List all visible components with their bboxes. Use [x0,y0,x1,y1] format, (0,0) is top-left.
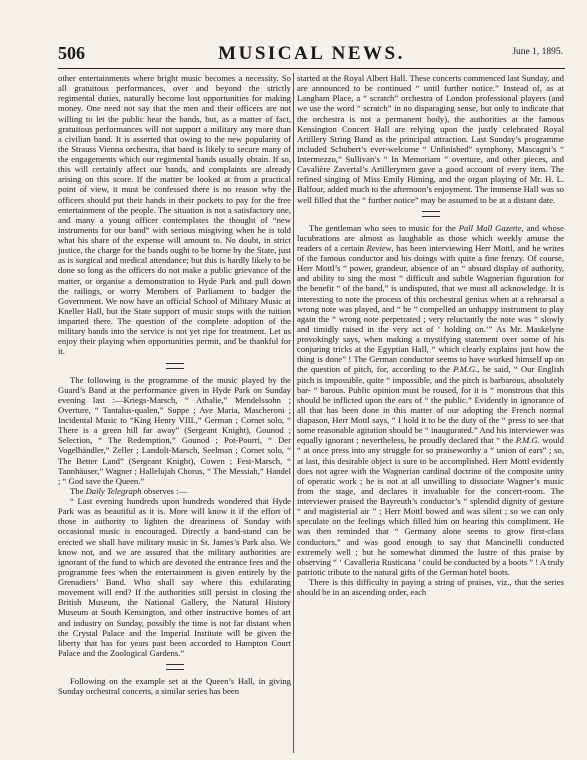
article-paragraph: The following is the programme of the music played by the Guard’s Band at the performance given in Hyde Park on Sunday evening last :—Kriegs-Marsch, “ Athalie,” Mendelssohn ; Overture, “ Tantalus-qualen,” Suppe ; Ave Maria, Mascheroni ; Incidental Music to “King Henry VIII.,” German ; Cornet solo, “ There is a green hill far away” (Sergeant Knight), Gounod ; Selection, “ The Redemption,” Gounod ; Pot-Pourri, “ Der Vogelhändler,” Zeller ; Landolt-Marsch, Seelman ; Cornet solo, “ The Better Land” (Sergeant Knight), Cowen ; Fest-Marsch, “ Tannhäuser,” Wagner ; Hallelujah Chorus, “ The Messiah,” Handel ; “ God save the Queen.” [58,374,291,486]
article-paragraph: The Daily Telegraph observes :— [70,485,188,496]
article-paragraph: The gentleman who sees to music for the Pall Mall Gazette, and whose lucubrations are almost as laughable as those which weekly amuse the readers of a certain Review, has been interviewing Herr Mottl, and he writes of the famous conductor and his doings with quite a fine frenzy. Of course, Herr Mottl’s “ power, grandeur, absence of an “ absurd display of authority, and ability to sing the most “ difficult and subtle Wagnerian figuration for the benefit “ of the band,” is undisputed, that we must all acknowledge. It is interesting to note the process of this orchestral genius when at a rehearsal a wrong note was played, and “ he “ compelled an unhappy instrument to play again the “ wrong note perpetrated ; very reluctantly the note was “ slowly and timidly raised in the very act of ‘ holding on.’” As Mr. Maskelyne provokingly says, when making a mystifying statement over some of his conjuring tricks at the Egyptian Hall, “ which clearly explains just how the thing is done” ! The German conductor seems to have worked himself up on the question of pitch, for, according to the P.M.G., he said, “ Our English pitch is impossible, quite “ impossible, and the pitch is barbarous, absolutely bar- “ barous. Public opinion must be roused, for it is “ monstrous that this should be inflicted upon the ears of “ the public.” Evidently in ignorance of all that has been done in this matter of our adopting the French normal diapason, Herr Mottl says, “ I hold it to be the duty of the “ press to see that some reasonable agitation should be “ inaugurated.” And his interviewer was equally ignorant ; nevertheless, he proudly declared that “ the P.M.G. would “ at once press into any struggle for so praiseworthy a “ union of ears” ; so, at last, this desirable object is sure to be accomplished. Herr Mottl evidently does not agree with the Wagnerian cardinal doctrine of the composite unity of operatic work ; he is not at all unwilling to dissociate Wagner’s music from the stage, and declares it invaluable for the concert-room. The interviewer praised the Bayreuth’s conductor’s “ splendid dignity of gesture “ and magisterial air ” ; Herr Mottl bowed and was silent ; so we can only speculate on the feelings which filled him on hearing this compliment. He was then reminded that “ Germany alone seems to grow first-class conductors,” and was good enough to say that Mancinelli conducted extremely well ; but he somewhat dimmed the lustre of this praise by observing “ ‘ Cavalleria Rusticana ’ could be conducted by a boots ” ! A truly patriotic tribute to the natural gifts of the German hotel boots. [297,222,565,577]
newspaper-title: Pall Mall Gazette [458,222,522,233]
article-paragraph: Following on the example set at the Queen’s Hall, in giving Sunday orchestral concerts, a similar series has been [58,676,291,697]
article-paragraph: other entertainments where bright music becomes a necessity. So all gratuitous performances, over and beyond the strictly regimental duties, naturally become lost opportunities for making money. One need not say that the men and their officers are not willing to let the public hear the bands, but, as a matter of fact, gratuitous performances will not support a military any more than a civilian band. It is asserted that owing to the new popularity of the Strauss Vienna orchestra, that band is likely to secure many of the engagements which our regimental bands usually obtain. If so, this will certainly affect our bands, and complaints are already arising on this score. If the matter be looked at from a practical point of view, it must be confessed there is no reason why the officers should put their hands in their pockets to pay for the free entertainment of the people. The situation is not a satisfactory one, and many a young officer contemplates the thought of “new instruments for our band” with serious misgiving when he is told what his share of the expense will amount to. No doubt, in strict justice, the charge for the bands ought to be borne by the State, just as is surgical and medical attendance; but this is hardly likely to be done so long as the officers do not make a public grievance of the matter, or organise a demonstration to Hyde Park and pull down the railings, or worry Members of Parliament to badger the Government. We now have an official School of Military Music at Kneller Hall, but the State support of music stops with the tuition imparted there. The question of the complete adoption of the military bands into the service is not yet ripe for treatment. Let us enjoy their playing when opportunities permit, and be thankful for it. [58,73,291,357]
newspaper-abbrev: P.M.G. [515,435,540,446]
section-separator [58,363,291,369]
article-paragraph: started at the Royal Albert Hall. These concerts commenced last Sunday, and are announced to be continued “ until further notice.” Instead of, as at Langham Place, a “ scratch” orchestra of London professional players (and we use the word “ scratch” in no disparaging sense, but only to indicate that the orchestra is not a permanent body), the authorities at the famous Kensington Concert Hall are relying upon the justly celebrated Royal Artillery String Band as the principal attraction. Last Sunday’s programme included Schubert’s ever-welcome “ Unfinished” symphony, Mascagni’s “ Intermezzo,” Sullivan’s “ In Memoriam ” overture, and other pieces, and Cavalière Zavertal’s Artillerymen gave a good account of every item. The refined singing of Miss Emily Himing, and the organ playing of Mr. H. L. Balfour, added much to the afternoon’s enjoyment. The immense Hall was so well filled that the “ further notice” may be assumed to be at a distant date. [297,73,564,205]
left-column [58,73,291,696]
article-paragraph: There is this difficulty in paying a string of praises, viz., that the series should be in an ascending order, each [297,577,564,598]
review-title: Review [366,242,392,253]
section-separator [297,211,564,217]
newspaper-abbrev: P.M.G. [453,364,478,375]
newspaper-title: Daily Telegraph [85,485,142,496]
issue-date: June 1, 1895. [512,47,563,57]
column-divider [293,73,294,753]
header-rule [58,68,565,69]
page-header [58,43,565,65]
journal-title: MUSICAL NEWS. [218,43,405,64]
section-separator [58,664,291,670]
page-number: 506 [58,43,85,63]
right-column [297,73,564,597]
quotation-paragraph: “ Last evening hundreds upon hundreds wondered that Hyde Park was as beautiful as it is. More will know it if the effort of those in authority to lighten the dreariness of Sunday with occasional music is encouraged. Directly a band-stand can be erected we shall have military music in St. James’s Park also. We know not, and we are assured that the military authorities are ignorant of the fund to which are devoted the entrance fees and the programme fees when the entertainment is given entirely by the Grenadiers’ Band. Who shall say where this exhilarating movement will end? If the authorities still persist in closing the British Museum, the National Gallery, the Natural History Museum at South Kensington, and other instructive homes of art and industry on Sunday, possibly the time is not far distant when the Crystal Palace and the Imperial Institute will be given the liberty that has for years past been accorded to Hampton Court Palace and the Zoological Gardens.” [58,496,291,658]
